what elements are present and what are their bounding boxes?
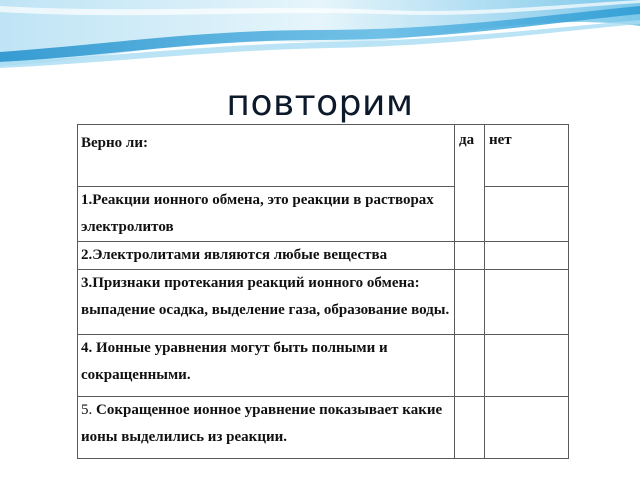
- table-row: [78, 187, 569, 242]
- answer-no-cell: [485, 187, 569, 242]
- table-row: [78, 397, 569, 459]
- statement-4: 4. Ионные уравнения могут быть полными и сокращенными.: [78, 335, 455, 397]
- table-row: [78, 242, 569, 270]
- no-header: нет: [485, 125, 569, 187]
- answer-no-cell: [485, 397, 569, 459]
- yes-header: да: [455, 125, 485, 242]
- statement-5-number: 5.: [81, 402, 93, 418]
- statement-5: [78, 397, 455, 459]
- quiz-table: [77, 124, 569, 459]
- slide-title: повторим: [226, 83, 414, 124]
- table-row: [78, 335, 569, 397]
- question-header: Верно ли:: [78, 125, 455, 187]
- statement-5-text: Сокращенное ионное уравнение показывает какие ионы выделились из реакции.: [81, 402, 443, 445]
- table-row: [78, 270, 569, 335]
- answer-no-cell: [485, 270, 569, 335]
- answer-no-cell: [485, 242, 569, 270]
- answer-no-cell: [485, 335, 569, 397]
- statement-3: 3.Признаки протекания реакций ионного обмена: выпадение осадка, выделение газа, образование воды.: [78, 270, 455, 335]
- statement-2: 2.Электролитами являются любые вещества: [78, 242, 455, 270]
- table-header-row: [78, 125, 569, 187]
- statement-1: 1.Реакции ионного обмена, это реакции в растворах электролитов: [78, 187, 455, 242]
- decorative-wave-banner: [0, 0, 640, 80]
- answer-yes-cell: [455, 242, 485, 270]
- answer-yes-cell: [455, 270, 485, 335]
- answer-yes-cell: [455, 397, 485, 459]
- answer-yes-cell: [455, 335, 485, 397]
